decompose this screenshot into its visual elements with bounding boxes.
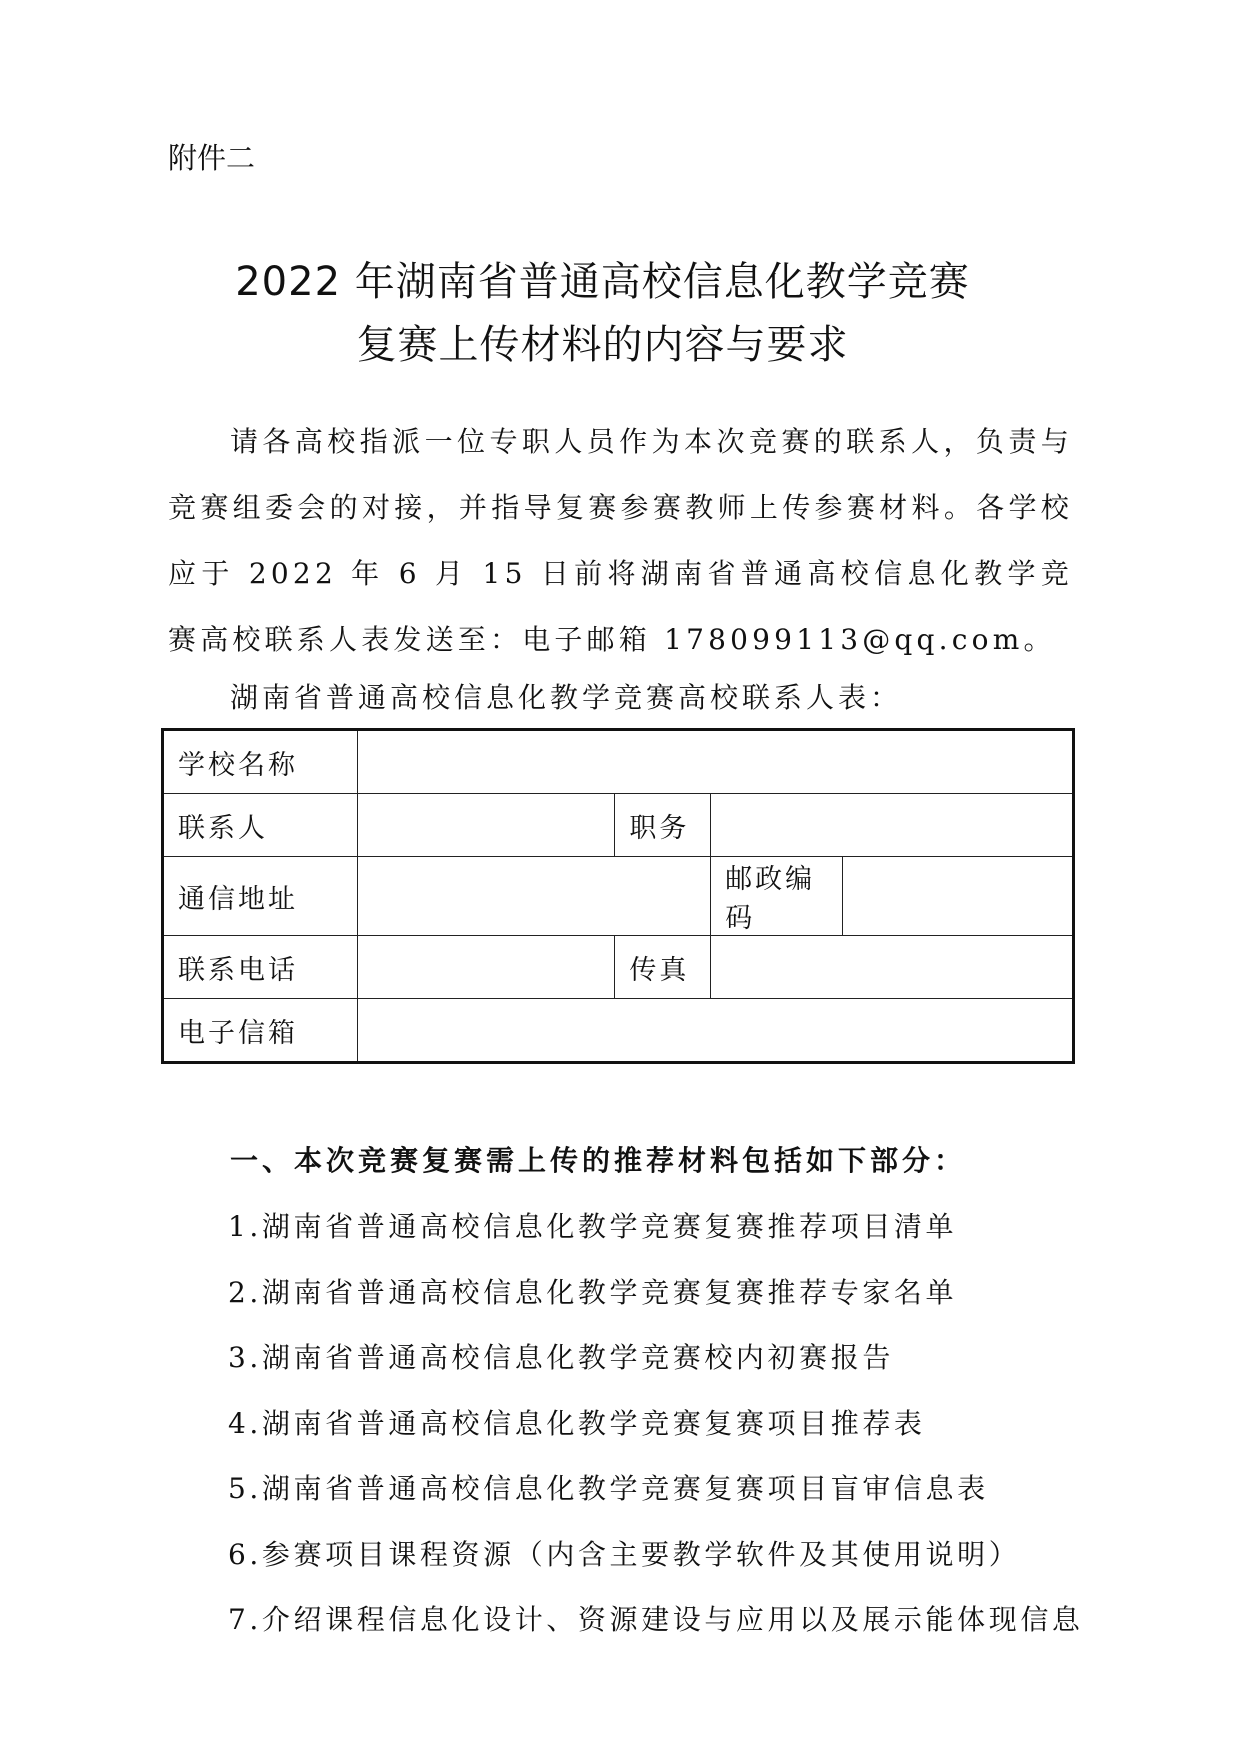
list-item: 6.参赛项目课程资源（内含主要教学软件及其使用说明） — [228, 1537, 1021, 1571]
materials-list — [228, 1194, 1084, 1653]
table-caption: 湖南省普通高校信息化教学竞赛高校联系人表： — [230, 681, 903, 714]
postcode-field[interactable] — [842, 857, 1073, 936]
section-heading: 一、本次竞赛复赛需上传的推荐材料包括如下部分： — [230, 1144, 967, 1177]
position-label: 职务 — [615, 794, 711, 857]
table-row — [163, 999, 1074, 1063]
phone-field[interactable] — [358, 936, 615, 999]
school-name-field[interactable] — [358, 730, 1074, 794]
email-label: 电子信箱 — [163, 999, 358, 1063]
phone-label: 联系电话 — [163, 936, 358, 999]
contact-table — [161, 728, 1075, 1064]
table-row — [163, 857, 1074, 936]
list-item: 3.湖南省普通高校信息化教学竞赛校内初赛报告 — [228, 1341, 894, 1374]
intro-paragraph: 请各高校指派一位专职人员作为本次竞赛的联系人，负责与竞赛组委会的对接，并指导复赛参赛教师上传参赛材料。各学校应于 2022 年 6 月 15 日前将湖南省普通高校信息化教学竞赛高校联系人表发送至：电子邮箱 178099113@qq.com。 — [168, 425, 1073, 656]
table-row — [163, 936, 1074, 999]
address-label: 通信地址 — [163, 857, 358, 936]
attachment-label: 附件二 — [168, 141, 256, 175]
list-item: 4.湖南省普通高校信息化教学竞赛复赛项目推荐表 — [228, 1406, 926, 1440]
table-row — [163, 730, 1074, 794]
fax-field[interactable] — [711, 936, 1074, 999]
list-item: 1.湖南省普通高校信息化教学竞赛复赛推荐项目清单 — [228, 1210, 958, 1243]
list-item: 2.湖南省普通高校信息化教学竞赛复赛推荐专家名单 — [228, 1275, 958, 1309]
school-name-label: 学校名称 — [163, 730, 358, 794]
email-field[interactable] — [358, 999, 1074, 1063]
contact-person-label: 联系人 — [163, 794, 358, 857]
document-title-line1: 2022 年湖南省普通高校信息化教学竞赛 — [235, 259, 970, 305]
document-title-line2: 复赛上传材料的内容与要求 — [356, 322, 849, 368]
position-field[interactable] — [711, 794, 1074, 857]
list-item: 5.湖南省普通高校信息化教学竞赛复赛项目盲审信息表 — [228, 1472, 989, 1505]
postcode-label: 邮政编码 — [711, 857, 843, 936]
address-field[interactable] — [358, 857, 711, 936]
table-row — [163, 794, 1074, 857]
list-item: 7.介绍课程信息化设计、资源建设与应用以及展示能体现信息 — [228, 1603, 1084, 1636]
contact-person-field[interactable] — [358, 794, 615, 857]
fax-label: 传真 — [615, 936, 711, 999]
